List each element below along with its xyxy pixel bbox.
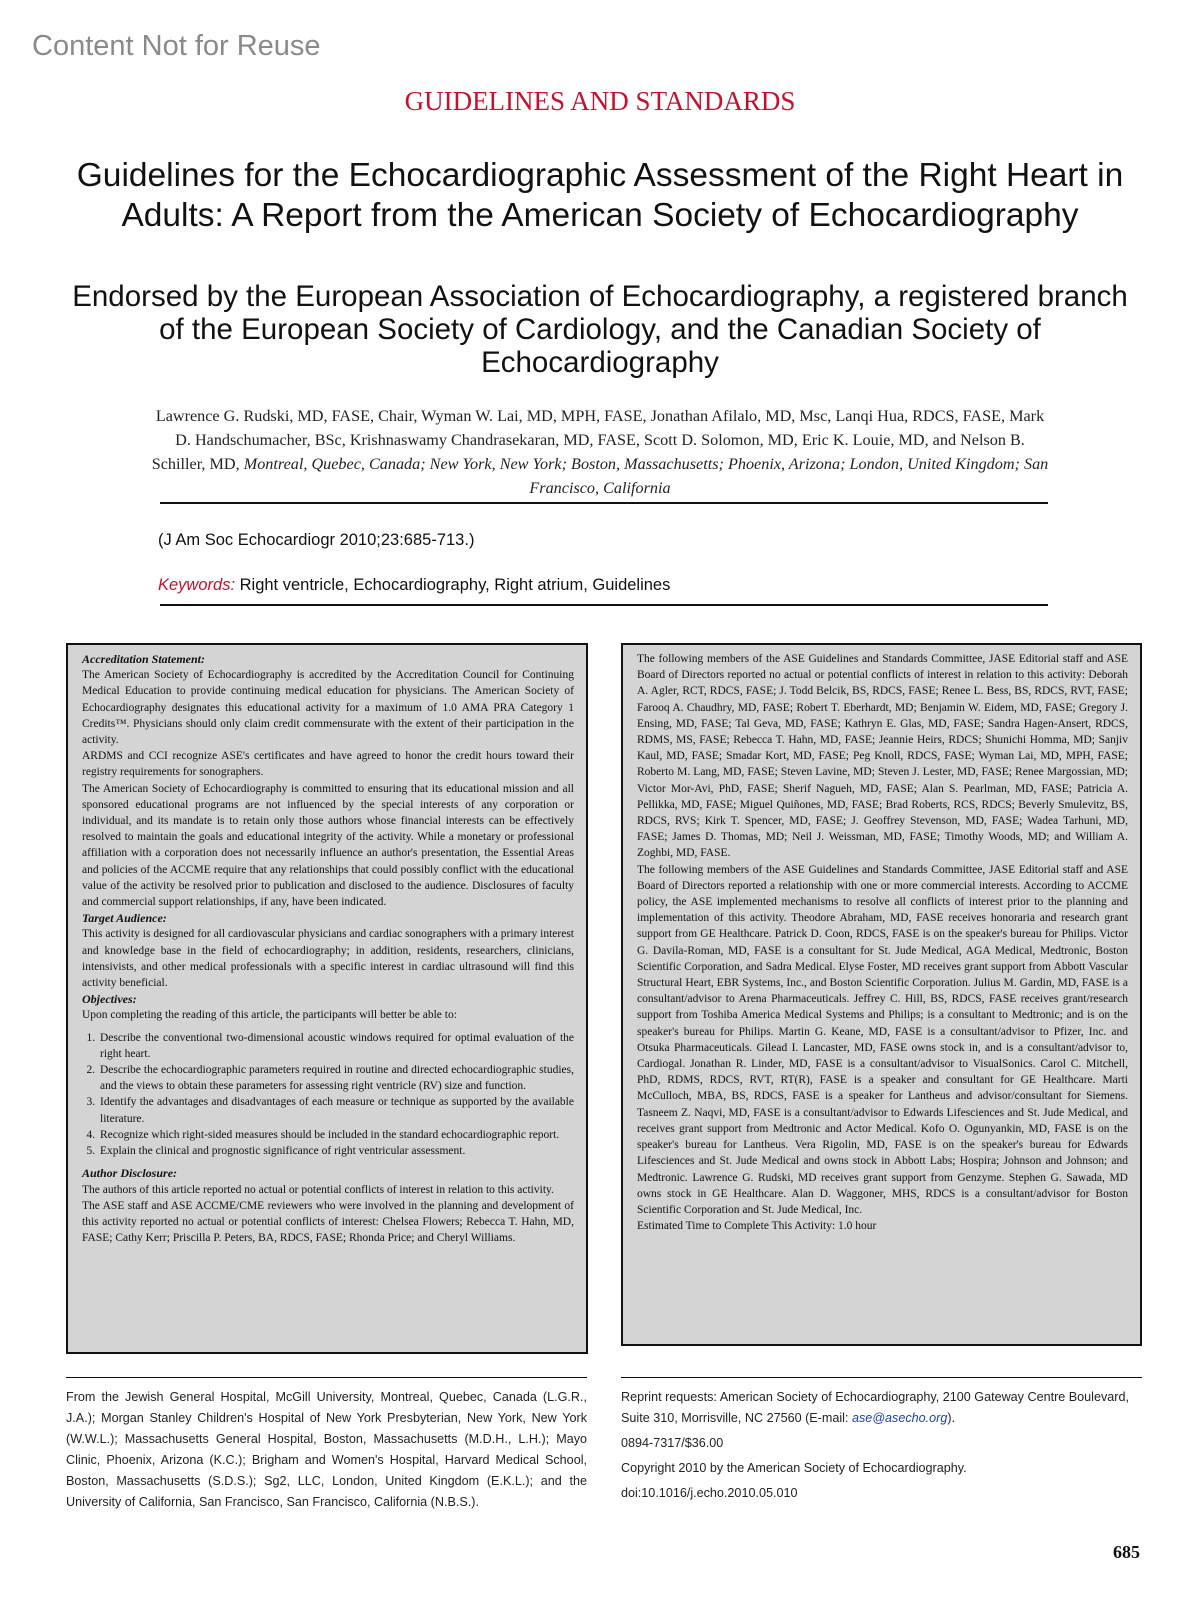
reprint-requests — [621, 1387, 1142, 1429]
section-label: GUIDELINES AND STANDARDS — [404, 86, 796, 116]
no-conflict-paragraph: The following members of the ASE Guidelines and Standards Committee, JASE Editorial staff and ASE Board of Directors reported no actual or potential conflicts of interest in relation to this activity: Deborah A. Agler, RCT, RDCS, FASE; J. Todd Belcik, BS, RDCS, FASE; Renee L. Bess, BS, RDCS, RVT, FASE; Farooq A. Chaudhry, MD, FASE; Robert T. Eberhardt, MD; Benjamin W. Eidem, MD, FASE; Gregory J. Ensing, MD, FASE; Tal Geva, MD, FASE; Kathryn E. Glas, MD, FASE; Sandra Hagen-Ansert, RDCS, RDMS, MS, FASE; Rebecca T. Hahn, MD, FASE; Jeannie Heirs, RDCS; Shunichi Homma, MD; Sanjiv Kaul, MD, FASE; Smadar Kort, MD, FASE; Peg Knoll, RDCS, FASE; Wyman Lai, MD, MPH, FASE; Roberto M. Lang, MD, FASE; Steven Lavine, MD; Steven J. Lester, MD, FASE; Renee Margossian, MD; Victor Mor-Avi, PhD, FASE; Sherif Nagueh, MD, FASE; Alan S. Pearlman, MD, FASE; Patricia A. Pellikka, MD, FASE; Miguel Quiñones, MD, FASE; Brad Roberts, RCS, RDCS; Beverly Smulevitz, BS, RDCS, RVS; Kirk T. Spencer, MD, FASE; J. Geoffrey Stevenson, MD, FASE; Wadea Tarhuni, MD, FASE; James D. Thomas, MD; Neil J. Weissman, MD, FASE; Timothy Woods, MD; and William A. Zoghbi, MD, FASE. — [637, 653, 1128, 860]
author-disclosure-heading: Author Disclosure: — [82, 1166, 178, 1181]
reprint-info — [621, 1387, 1142, 1508]
footnote-divider-left — [66, 1377, 587, 1378]
issn: 0894-7317/$36.00 — [621, 1436, 724, 1450]
objectives-intro: Upon completing the reading of this article, the participants will better be able to: — [82, 1009, 457, 1022]
author-list — [150, 404, 1050, 500]
accreditation-paragraph: The American Society of Echocardiography is committed to ensuring that its educational mission and all sponsored educational programs are not influenced by the special interests of any corporation or individual, and its mandate is to retain only those authors whose financial interests can be effectively resolved to maintain the goals and educational integrity of the activity. While a monetary or professional affiliation with a corporation does not necessarily influence an author's presentation, the Essential Areas and policies of the ACCME require that any relationships that could possibly conflict with the educational value of the activity be resolved prior to publication and disclosed to the audience. Disclosures of faculty and commercial support relationships, if any, have been indicated. — [82, 782, 574, 909]
keywords-divider — [160, 604, 1048, 606]
objectives-heading: Objectives: — [82, 992, 137, 1007]
accreditation-paragraph: ARDMS and CCI recognize ASE's certificates and have agreed to honor the credit hours toward their registry requirements for sonographers. — [82, 750, 574, 779]
objective-item: 2. Describe the echocardiographic parameters required in routine and directed echocardiographic studies, and the views to obtain these parameters for assessing right ventricle (RV) size and function. — [98, 1062, 574, 1094]
objectives-list — [82, 1030, 574, 1160]
header-divider — [160, 502, 1048, 504]
conflict-disclosure-box — [621, 643, 1142, 1346]
citation: (J Am Soc Echocardiogr 2010;23:685-713.) — [158, 531, 475, 549]
disclosure-paragraph: The ASE staff and ASE ACCME/CME reviewers who were involved in the planning and development of this activity reported no actual or potential conflicts of interest: Chelsea Flowers; Rebecca T. Hahn, MD, FASE; Cathy Kerr; Priscilla P. Peters, BA, RDCS, FASE; Rhonda Price; and Cheryl Williams. — [82, 1199, 574, 1245]
affiliations: From the Jewish General Hospital, McGill University, Montreal, Quebec, Canada (L.G.R., J.A.); Morgan Stanley Children's Hospital of New York Presbyterian, New York, New York (W.W.L.); Massachusetts General Hospital, Boston, Massachusetts (M.D.H., L.H.); Mayo Clinic, Phoenix, Arizona (K.C.); Brigham and Women's Hospital, Harvard Medical School, Boston, Massachusetts (S.D.S.); Sg2, LLC, London, United Kingdom (E.K.L.); and the University of California, San Francisco, San Francisco, California (N.B.S.). — [66, 1390, 587, 1509]
disclosure-paragraph: The authors of this article reported no actual or potential conflicts of interest in relation to this activity. — [82, 1183, 554, 1196]
keywords-value: Right ventricle, Echocardiography, Right atrium, Guidelines — [239, 576, 671, 594]
author-names: Lawrence G. Rudski, MD, FASE, Chair, Wyman W. Lai, MD, MPH, FASE, Jonathan Afilalo, MD, Msc, Lanqi Hua, RDCS, FASE, Mark D. Handschumacher, BSc, Krishnaswamy Chandrasekaran, MD, FASE, Scott D. Solomon, MD, Eric K. Louie, MD, and Nelson B. Schiller, MD, — [151, 407, 1045, 473]
objective-item: 1. Describe the conventional two-dimensional acoustic windows required for optimal evaluation of the right heart. — [98, 1030, 574, 1062]
article-subtitle: Endorsed by the European Association of Echocardiography, a registered branch of the European Society of Cardiology, and the Canadian Society of Echocardiography — [72, 280, 1128, 379]
page-number: 685 — [1113, 1542, 1140, 1562]
keywords — [158, 576, 670, 595]
estimated-time: Estimated Time to Complete This Activity: 1.0 hour — [637, 1220, 877, 1233]
objective-item: 5. Explain the clinical and prognostic significance of right ventricular assessment. — [98, 1143, 574, 1159]
accreditation-paragraph: The American Society of Echocardiography is accredited by the Accreditation Council for Continuing Medical Education to provide continuing medical education for physicians. The American Society of Echocardiography designates this educational activity for a maximum of 1.0 AMA PRA Category 1 Credits™. Physicians should only claim credit commensurate with the extent of their participation in the activity. — [82, 669, 574, 747]
conflict-paragraph: The following members of the ASE Guidelines and Standards Committee, JASE Editorial staff and ASE Board of Directors reported a relationship with one or more commercial interests. According to ACCME policy, the ASE implemented mechanisms to resolve all conflicts of interest prior to the planning and implementation of this activity. Theodore Abraham, MD, FASE receives honoraria and research grant support from GE Healthcare. Patrick D. Coon, RDCS, FASE is on the speaker's bureau for Philips. Victor G. Davila-Roman, MD, FASE is a consultant for St. Jude Medical, AGA Medical, Medtronic, Boston Scientific Corporation, and Sadra Medical. Elyse Foster, MD receives grant support from Abbott Vascular Structural Heart, EBR Systems, Inc., and Boston Scientific Corporation. Julius M. Gardin, MD, FASE is a consultant/advisor to Arena Pharmaceuticals. Jeffrey C. Hill, BS, RDCS, FASE receives grant/research support from Toshiba America Medical Systems and Philips; is a consultant to Medtronic; and is on the speaker's bureau for Philips. Martin G. Keane, MD, FASE is a consultant/advisor to Pfizer, Inc. and Otsuka Pharmaceuticals. Gilead I. Lancaster, MD, FASE owns stock in, and is a consultant/advisor to, Cardiogal. Jonathan R. Linder, MD, FASE is a consultant/advisor to VisualSonics. Carol C. Mitchell, PhD, RDMS, RDCS, RVT, RT(R), FASE is a speaker and consultant for GE Healthcare. Marti McCulloch, MBA, BS, RDCS, FASE is a speaker for Lantheus and advisor/consultant for Siemens. Tasneem Z. Naqvi, MD, FASE is a consultant/advisor to Edwards Lifesciences and St. Jude Medical, and receives grant support from Medtronic and Actor Medical. Kofo O. Ogunyankin, MD, FASE is on the speaker's bureau for Lantheus. Vera Rigolin, MD, FASE is on the speaker's bureau for Edwards Lifesciences and St. Jude Medical and owns stock in Abbott Labs; Hospira; Johnson and Johnson; and Medtronic. Lawrence G. Rudski, MD receives grant support from Genzyme. Stephen G. Sawada, MD owns stock in GE Healthcare. Alan D. Waggoner, MHS, RDCS is a consultant/advisor for Boston Scientific Corporation and St. Jude Medical, Inc. — [637, 863, 1128, 1216]
target-audience-heading: Target Audience: — [82, 911, 167, 926]
cme-info-box — [66, 643, 588, 1354]
accreditation-heading: Accreditation Statement: — [82, 652, 205, 666]
reprint-close: ). — [947, 1411, 956, 1425]
objective-item: 3. Identify the advantages and disadvantages of each measure or technique as supported by the available literature. — [98, 1094, 574, 1126]
keywords-label: Keywords: — [158, 576, 236, 594]
article-title: Guidelines for the Echocardiographic Assessment of the Right Heart in Adults: A Report from the American Society of Echocardiography — [76, 157, 1124, 234]
copyright: Copyright 2010 by the American Society of Echocardiography. — [621, 1461, 967, 1475]
target-audience-paragraph: This activity is designed for all cardiovascular physicians and cardiac sonographers with a primary interest and knowledge base in the field of echocardiography; in addition, residents, researchers, clinicians, intensivists, and other medical professionals with a specific interest in cardiac ultrasound will find this activity beneficial. — [82, 928, 574, 990]
reprint-text: Reprint requests: American Society of Echocardiography, 2100 Gateway Centre Boulevard, Suite 310, Morrisville, NC 27560 (E-mail: — [621, 1390, 1129, 1425]
footnote-divider-right — [621, 1377, 1142, 1378]
author-locations: Montreal, Quebec, Canada; New York, New York; Boston, Massachusetts; Phoenix, Arizona; London, United Kingdom; San Francisco, California — [243, 455, 1049, 497]
watermark: Content Not for Reuse — [32, 30, 321, 62]
doi: doi:10.1016/j.echo.2010.05.010 — [621, 1486, 798, 1500]
email-link[interactable]: ase@asecho.org — [851, 1411, 948, 1425]
objective-item: 4. Recognize which right-sided measures should be included in the standard echocardiographic report. — [98, 1127, 574, 1143]
